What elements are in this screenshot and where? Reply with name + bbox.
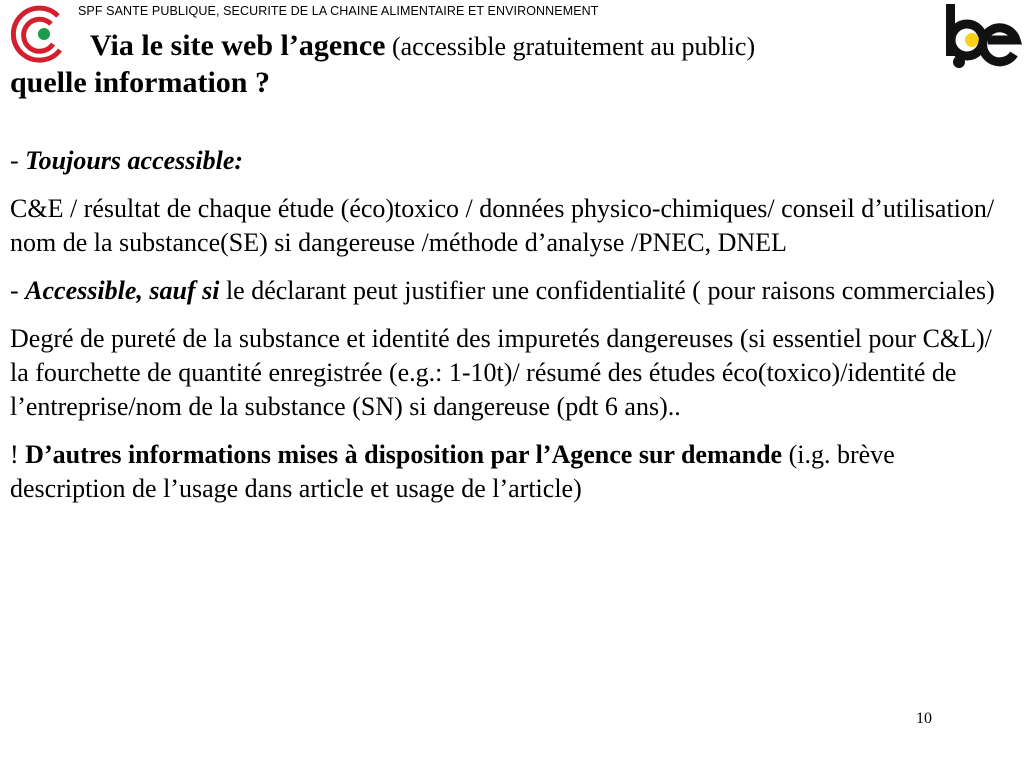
bullet-dash: - — [10, 146, 26, 175]
always-accessible-label: Toujours accessible: — [25, 146, 244, 175]
exclamation-mark: ! — [10, 440, 26, 469]
page-number: 10 — [916, 710, 932, 727]
other-info-bold: D’autres informations mises à disposition par l’Agence sur demande — [25, 440, 783, 469]
always-accessible-text: C&E / résultat de chaque étude (éco)toxico / données physico-chimiques/ conseil d’utilisation/ nom de la substance(SE) si dangereuse /méthode d’analyse /PNEC, DNEL — [10, 194, 995, 257]
other-info-rest: i.g. brève description de l’usage dans article et usage de l’article) — [10, 440, 895, 503]
other-info-paragraph — [10, 438, 1016, 506]
organization-header: SPF SANTE PUBLIQUE, SECURITE DE LA CHAINE ALIMENTAIRE ET ENVIRONNEMENT — [78, 4, 599, 18]
slide-title — [10, 28, 970, 101]
conditional-label-rest: le déclarant peut justifier une confidentialité ( pour raisons commerciales) — [219, 276, 995, 305]
other-info-paren: ( — [782, 440, 798, 469]
title-second-line: quelle information ? — [10, 66, 270, 99]
conditional-label: Accessible, sauf si — [25, 276, 220, 305]
title-bold: Via le site web l’agence — [90, 29, 386, 62]
slide-body — [10, 144, 1016, 506]
title-subtitle: (accessible gratuitement au public) — [385, 32, 756, 61]
bullet-dash: - — [10, 276, 26, 305]
conditional-heading — [10, 274, 1016, 308]
always-accessible-heading — [10, 144, 1016, 178]
conditional-text: Degré de pureté de la substance et identité des impuretés dangereuses (si essentiel pour C&L)/ la fourchette de quantité enregistrée (e.g.: 1-10t)/ résumé des études éco(toxico)/identité de l’entreprise/nom de la substance (SN) si dangereuse (pdt 6 ans).. — [10, 324, 992, 421]
